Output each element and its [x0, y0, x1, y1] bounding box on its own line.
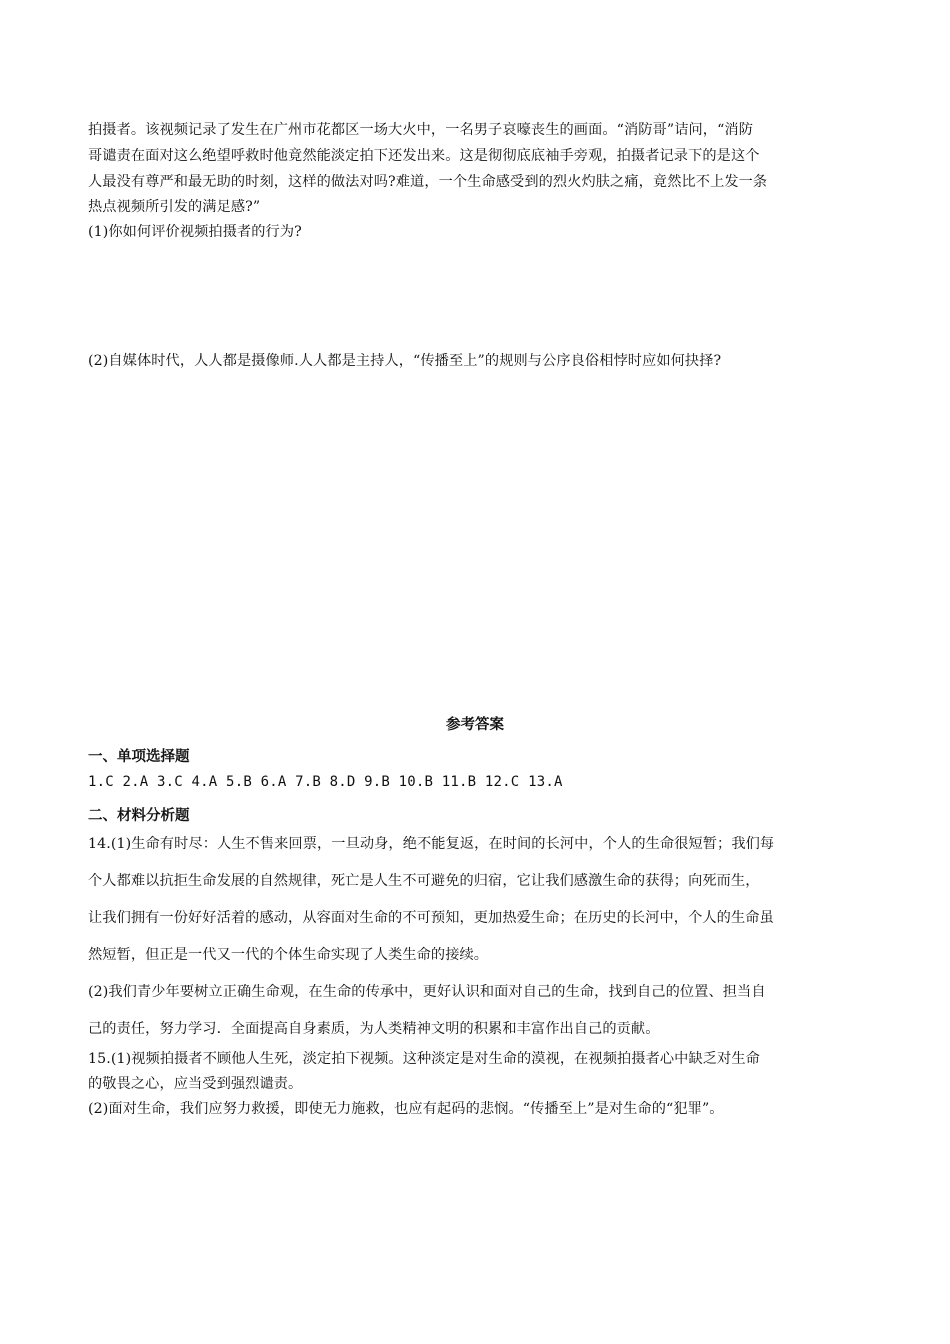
answer-14-line-4: 然短暂，但正是一代又一代的个体生命实现了人类生命的接续。 [88, 947, 489, 963]
question-15-1: (1)你如何评价视频拍摄者的行为? [88, 224, 302, 240]
answer-14-line-5: (2)我们青少年要树立正确生命观，在生命的传承中，更好认识和面对自己的生命，找到自己的位置、担当自 [88, 984, 766, 1000]
section-1-heading: 一、单项选择题 [88, 748, 190, 765]
answer-14-line-1: 14.(1)生命有时尽：人生不售来回票，一旦动身，绝不能复返，在时间的长河中，个人的生命很短暂；我们每 [88, 836, 775, 852]
section-2-heading: 二、材料分析题 [88, 807, 190, 824]
question-15-2: (2)自媒体时代，人人都是摄像师.人人都是主持人，“传播至上”的规则与公序良俗相悖时应如何抉择? [88, 353, 722, 369]
material-line-2: 哥谴责在面对这么绝望呼救时他竟然能淡定拍下还发出来。这是彻彻底底袖手旁观，拍摄者记录下的是这个 [88, 148, 760, 164]
material-line-4: 热点视频所引发的满足感?” [88, 199, 261, 215]
material-line-3: 人最没有尊严和最无助的时刻，这样的做法对吗?难道，一个生命感受到的烈火灼肤之痛，竟然比不上发一条 [88, 174, 768, 190]
answer-15-line-2: 的敬畏之心，应当受到强烈谴责。 [88, 1076, 303, 1092]
answer-15-line-1: 15.(1)视频拍摄者不顾他人生死，淡定拍下视频。这种淡定是对生命的漠视，在视频拍摄者心中缺乏对生命 [88, 1051, 760, 1067]
answer-15-line-3: (2)面对生命，我们应努力救援，即使无力施救，也应有起码的悲悯。“传播至上”是对生命的“犯罪”。 [88, 1101, 724, 1117]
answer-14-line-3: 让我们拥有一份好好活着的感动，从容面对生命的不可预知，更加热爱生命；在历史的长河中，个人的生命虽 [88, 910, 774, 926]
answer-key-title: 参考答案 [446, 716, 504, 733]
answer-14-line-6: 己的责任，努力学习．全面提高自身素质，为人类精神文明的积累和丰富作出自己的贡献。 [88, 1021, 660, 1037]
answer-14-line-2: 个人都难以抗拒生命发展的自然规律，死亡是人生不可避免的归宿，它让我们感激生命的获得；向死而生， [88, 873, 760, 889]
material-line-1: 拍摄者。该视频记录了发生在广州市花都区一场大火中，一名男子哀嚎丧生的画面。“消防哥”诘问，“消防 [88, 122, 753, 138]
multiple-choice-answers: 1.C 2.A 3.C 4.A 5.B 6.A 7.B 8.D 9.B 10.B 11.B 12.C 13.A [88, 774, 563, 790]
